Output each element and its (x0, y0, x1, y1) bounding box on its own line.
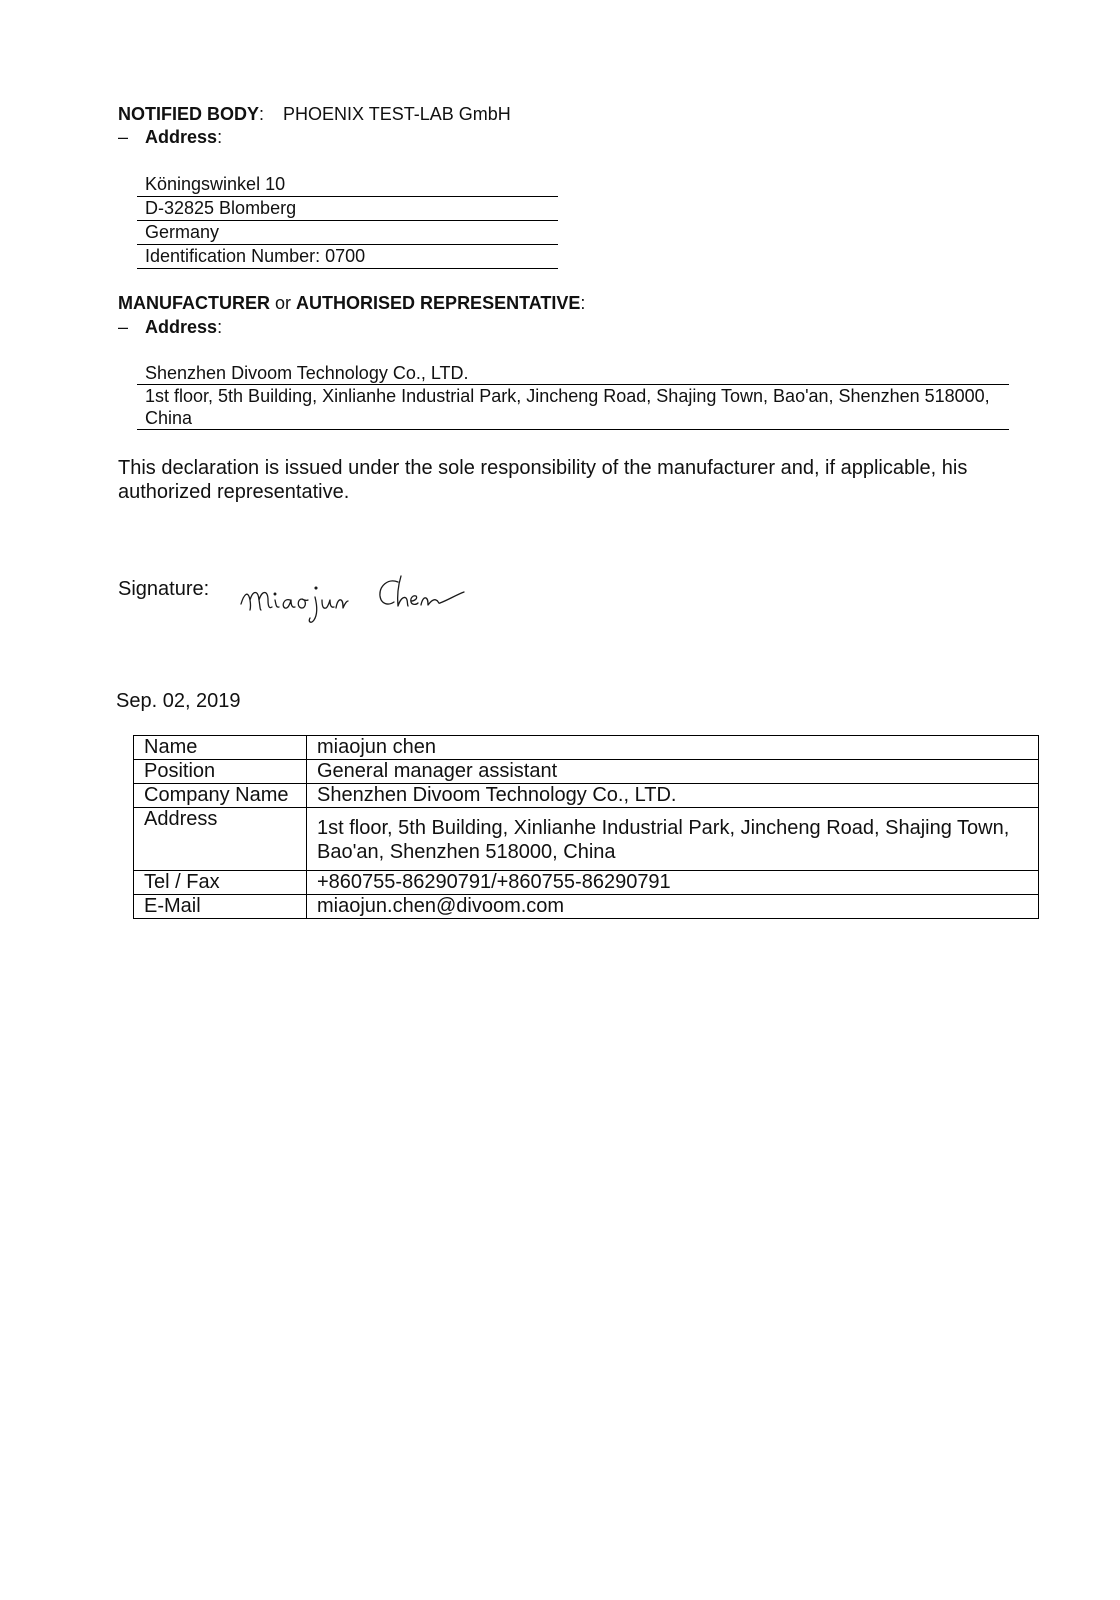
manufacturer-label: MANUFACTURER (118, 293, 270, 313)
notified-body-address-heading (118, 126, 222, 148)
table-value: Shenzhen Divoom Technology Co., LTD. (307, 784, 1039, 808)
table-key: Position (134, 760, 307, 784)
table-value: General manager assistant (307, 760, 1039, 784)
notified-body-colon: : (259, 104, 265, 124)
notified-body-address-block (137, 173, 558, 269)
declaration-date: Sep. 02, 2019 (116, 690, 241, 712)
manufacturer-address-line: 1st floor, 5th Building, Xinlianhe Industrial Park, Jincheng Road, Shajing Town, Bao'an, Shenzhen 518000, China (137, 385, 1009, 430)
manufacturer-or: or (275, 293, 292, 313)
table-key: Tel / Fax (134, 871, 307, 895)
handwritten-signature (238, 570, 478, 630)
contact-table (133, 735, 1039, 919)
table-row (134, 736, 1039, 760)
manufacturer-address-colon: : (217, 317, 223, 337)
notified-body-address-label: Address (145, 127, 218, 147)
notified-body-address-line: Germany (137, 221, 558, 245)
table-row (134, 871, 1039, 895)
table-row (134, 760, 1039, 784)
table-value: miaojun.chen@divoom.com (307, 895, 1039, 919)
manufacturer-name-line: Shenzhen Divoom Technology Co., LTD. (137, 362, 1009, 385)
notified-body-address-line: Köningswinkel 10 (137, 173, 558, 197)
manufacturer-heading (118, 292, 585, 314)
table-key: Company Name (134, 784, 307, 808)
table-row (134, 784, 1039, 808)
notified-body-address-colon: : (217, 127, 223, 147)
notified-body-address-line: D-32825 Blomberg (137, 197, 558, 221)
table-row (134, 895, 1039, 919)
manufacturer-address-heading (118, 316, 222, 338)
table-value: +860755-86290791/+860755-86290791 (307, 871, 1039, 895)
table-key: Address (134, 808, 307, 871)
table-row (134, 808, 1039, 871)
notified-body-heading (118, 103, 511, 125)
table-key: E-Mail (134, 895, 307, 919)
notified-body-address-dash: – (118, 127, 129, 147)
authorised-rep-label: AUTHORISED REPRESENTATIVE (296, 293, 581, 313)
manufacturer-colon: : (580, 293, 586, 313)
table-value: miaojun chen (307, 736, 1039, 760)
declaration-text: This declaration is issued under the sole responsibility of the manufacturer and, if applicable, his authorized representative. (118, 457, 968, 503)
notified-body-label: NOTIFIED BODY (118, 104, 260, 124)
manufacturer-address-block (137, 362, 1009, 430)
manufacturer-address-dash: – (118, 317, 129, 337)
manufacturer-address-label: Address (145, 317, 218, 337)
table-key: Name (134, 736, 307, 760)
signature-label: Signature: (118, 578, 210, 600)
notified-body-name: PHOENIX TEST-LAB GmbH (283, 104, 511, 124)
notified-body-id-line: Identification Number: 0700 (137, 245, 558, 269)
table-value: 1st floor, 5th Building, Xinlianhe Industrial Park, Jincheng Road, Shajing Town, Bao'an, Shenzhen 518000, China (307, 808, 1039, 871)
